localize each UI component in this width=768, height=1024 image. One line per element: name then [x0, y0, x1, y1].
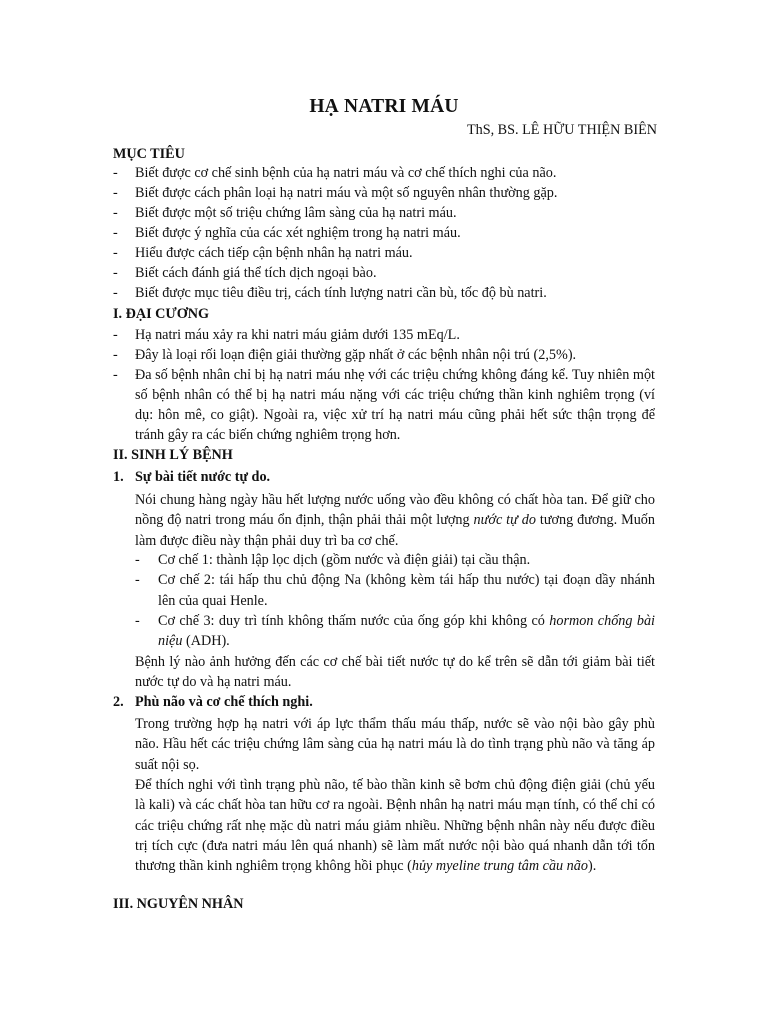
list-item: - Biết được mục tiêu điều trị, cách tính lượng natri cần bù, tốc độ bù natri.	[113, 285, 547, 301]
objectives-heading: MỤC TIÊU	[113, 146, 185, 162]
document-title: HẠ NATRI MÁU	[309, 96, 459, 117]
list-item: - Cơ chế 1: thành lập lọc dịch (gồm nước và điện giải) tại cầu thận.	[135, 552, 531, 568]
list-item: - Biết cách đánh giá thể tích dịch ngoại bào.	[113, 265, 377, 281]
mechanism-list	[135, 550, 655, 651]
pathophysiology-heading: II. SINH LÝ BỆNH	[113, 447, 233, 463]
list-item: - Hạ natri máu xảy ra khi natri máu giảm dưới 135 mEq/L.	[113, 327, 460, 343]
list-item: - Biết được một số triệu chứng lâm sàng của hạ natri máu.	[113, 205, 457, 221]
general-heading: I. ĐẠI CƯƠNG	[113, 306, 210, 322]
list-item: - Đa số bệnh nhân chỉ bị hạ natri máu nhẹ với các triệu chứng không đáng kể. Tuy nhiên một số bệnh nhân có thể bị hạ natri máu nặng với các triệu chứng thần kinh nghiêm trọng (ví dụ: hôn mê, co giật). Ngoài ra, việc xử trí hạ natri máu cũng phải hết sức thận trọng để tránh gây ra các biến chứng nghiêm trọng hơn.	[113, 367, 655, 443]
list-item: - Cơ chế 3: duy trì tính không thấm nước của ống góp khi không có hormon chống bài niệu (ADH).	[135, 612, 656, 650]
objectives-list	[113, 163, 655, 303]
list-item: - Biết được ý nghĩa của các xét nghiệm trong hạ natri máu.	[113, 225, 461, 241]
list-item: - Đây là loại rối loạn điện giải thường gặp nhất ở các bệnh nhân nội trú (2,5%).	[113, 347, 577, 363]
author-line: ThS, BS. LÊ HỮU THIỆN BIÊN	[466, 122, 657, 138]
section-1-heading: 1. Sự bài tiết nước tự do.	[113, 469, 271, 485]
general-list	[113, 325, 655, 445]
list-item: - Biết được cách phân loại hạ natri máu và một số nguyên nhân thường gặp.	[113, 185, 558, 201]
list-item: - Cơ chế 2: tái hấp thu chủ động Na (không kèm tái hấp thu nước) tại đoạn dầy nhánh lên của quai Henle.	[135, 572, 655, 609]
section-2-paragraph-2: Để thích nghi với tình trạng phù não, tế bào thần kinh sẽ bơm chủ động điện giải (chủ yếu là kali) và các chất hòa tan hữu cơ ra ngoài. Bệnh nhân hạ natri máu mạn tính, có thể chỉ có các triệu chứng rất nhẹ mặc dù natri máu giảm nhiều. Những bệnh nhân này nếu được điều trị tích cực (đưa natri máu lên quá nhanh) sẽ làm mất nước nội bào quá nhanh dẫn tới tổn thương thần kinh nghiêm trọng không hồi phục (hủy myeline trung tâm cầu não).	[135, 777, 655, 875]
causes-heading: III. NGUYÊN NHÂN	[113, 896, 244, 912]
section-1-conclusion: Bệnh lý nào ảnh hưởng đến các cơ chế bài tiết nước tự do kể trên sẽ dẫn tới giảm bài tiết nước tự do và hạ natri máu.	[135, 654, 655, 691]
section-2-heading: 2. Phù não và cơ chế thích nghi.	[113, 694, 313, 710]
section-2-paragraph-1: Trong trường hợp hạ natri với áp lực thẩm thấu máu thấp, nước sẽ vào nội bào gây phù não. Hầu hết các triệu chứng lâm sàng của hạ natri máu là do tình trạng phù não và tăng áp suất nội sọ.	[135, 716, 655, 773]
section-1-paragraph: Nói chung hàng ngày hầu hết lượng nước uống vào đều không có chất hòa tan. Để giữ cho nồng độ natri trong máu ổn định, thận phải thải một lượng nước tự do tương đương. Muốn làm được điều này thận phải duy trì ba cơ chế.	[135, 492, 655, 549]
list-item: - Hiểu được cách tiếp cận bệnh nhân hạ natri máu.	[113, 245, 413, 261]
list-item: - Biết được cơ chế sinh bệnh của hạ natri máu và cơ chế thích nghi của não.	[113, 165, 557, 181]
